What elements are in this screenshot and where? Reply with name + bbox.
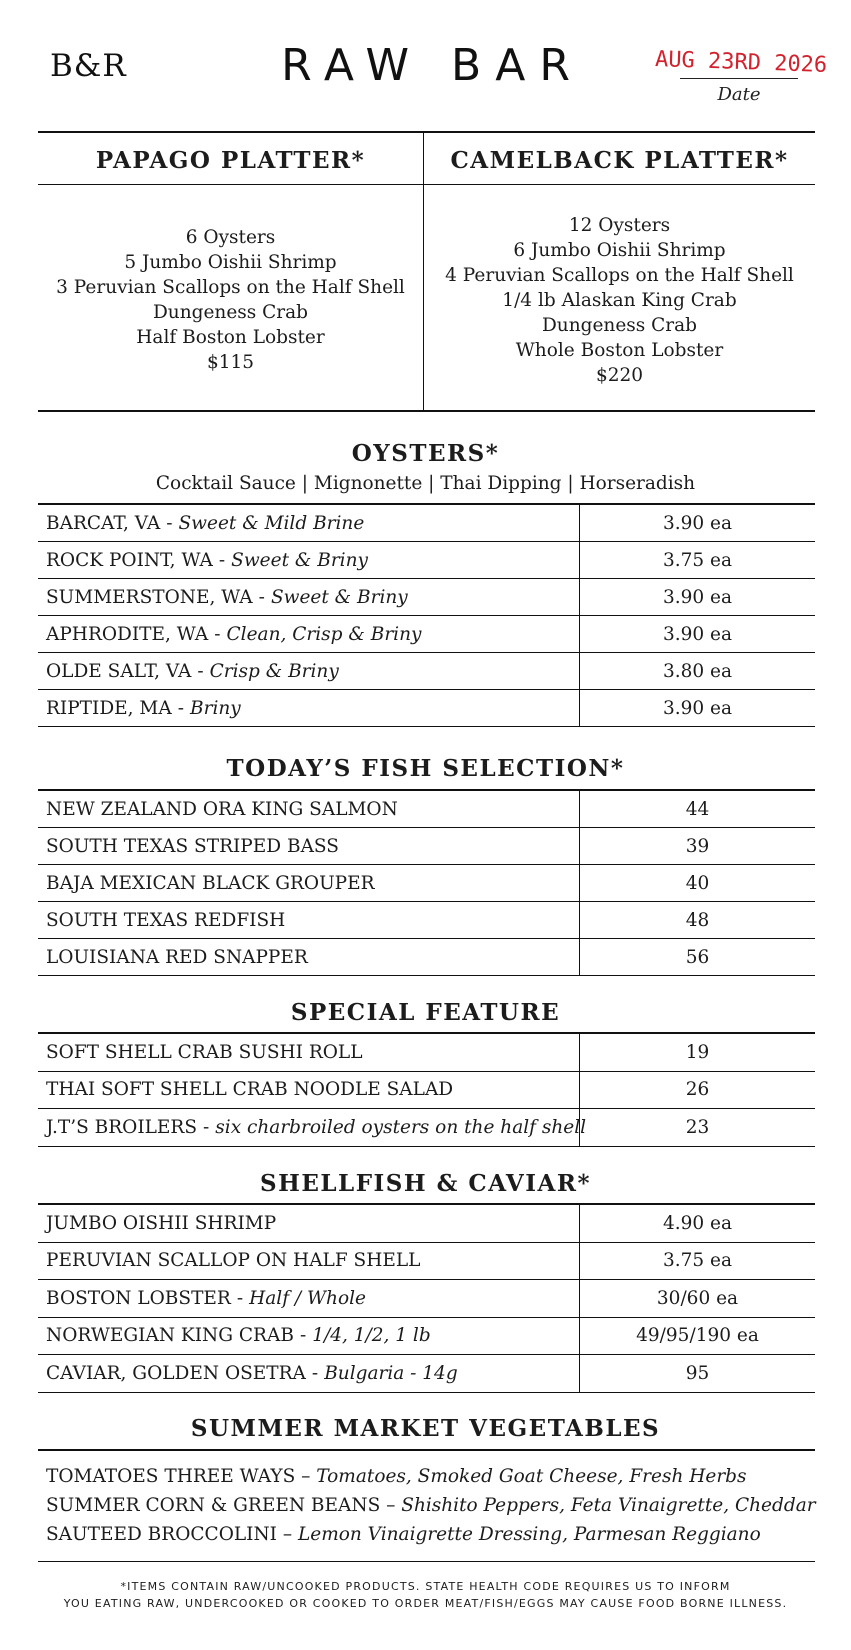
platter-item: Dungeness Crab <box>541 315 698 336</box>
platter-item: Dungeness Crab <box>152 302 309 323</box>
item-name-cell <box>38 865 580 901</box>
platter-price: $115 <box>206 352 255 373</box>
item-separator: - <box>258 586 265 608</box>
item-price: 40 <box>685 872 710 894</box>
shellfish-table <box>38 1203 815 1393</box>
item-name-cell <box>38 653 580 689</box>
special-heading: SPECIAL FEATURE <box>290 999 561 1026</box>
item-price: 26 <box>685 1079 710 1101</box>
platter-item: 6 Oysters <box>185 227 276 248</box>
item-name-cell <box>38 828 580 864</box>
item-price: 4.90 ea <box>662 1212 733 1234</box>
platter-item: 1/4 lb Alaskan King Crab <box>502 290 737 311</box>
table-row <box>38 1034 815 1072</box>
item-name: JUMBO OISHII SHRIMP <box>46 1212 277 1234</box>
table-row <box>38 902 815 939</box>
item-description: six charbroiled oysters on the half shell <box>215 1116 587 1138</box>
item-name: RIPTIDE, MA <box>46 697 172 719</box>
item-name: SOFT SHELL CRAB SUSHI ROLL <box>46 1041 363 1063</box>
date-line <box>680 78 798 79</box>
table-row <box>38 828 815 865</box>
item-price: 44 <box>685 798 710 820</box>
item-name: THAI SOFT SHELL CRAB NOODLE SALAD <box>46 1079 454 1101</box>
item-name: SUMMERSTONE, WA <box>46 586 253 608</box>
vegetable-item: SUMMER CORN & GREEN BEANS – Shishito Peppers, Feta Vinaigrette, Cheddar <box>46 1495 816 1516</box>
table-row <box>38 1280 815 1318</box>
date-label: Date <box>717 84 761 105</box>
item-name: NORWEGIAN KING CRAB <box>46 1325 294 1347</box>
footnote-line: *ITEMS CONTAIN RAW/UNCOOKED PRODUCTS. STATE HEALTH CODE REQUIRES US TO INFORM <box>120 1580 731 1593</box>
item-name-cell <box>38 1355 580 1392</box>
platters-box <box>38 131 815 412</box>
platter-camelback <box>424 133 815 410</box>
item-price: 3.90 ea <box>662 512 733 534</box>
item-name-cell <box>38 690 580 726</box>
item-name: PERUVIAN SCALLOP ON HALF SHELL <box>46 1250 421 1272</box>
item-name-cell <box>38 1205 580 1242</box>
item-name: BAJA MEXICAN BLACK GROUPER <box>46 872 375 894</box>
item-name-cell <box>38 1243 580 1280</box>
item-separator: - <box>311 1362 319 1384</box>
item-name: J.T’S BROILERS <box>46 1116 198 1138</box>
table-row <box>38 690 815 727</box>
item-description: Clean, Crisp & Briny <box>226 623 422 645</box>
item-name: OLDE SALT, VA <box>46 660 192 682</box>
date-stamp: AUG 23RD 2026 <box>654 47 828 78</box>
table-row <box>38 579 815 616</box>
item-description: Crisp & Briny <box>209 660 339 682</box>
platter-price: $220 <box>595 365 644 386</box>
item-name: ROCK POINT, WA <box>46 549 213 571</box>
item-price: 95 <box>685 1362 710 1384</box>
item-description: Sweet & Briny <box>270 586 408 608</box>
item-price: 3.75 ea <box>662 1250 733 1272</box>
item-description: Briny <box>190 697 241 719</box>
fish-heading: TODAY’S FISH SELECTION* <box>226 755 625 782</box>
table-row <box>38 616 815 653</box>
item-name-cell <box>38 579 580 615</box>
item-name-cell <box>38 1072 580 1109</box>
vegetables-rule <box>38 1449 815 1451</box>
footnote <box>0 1578 851 1612</box>
platter-name: CAMELBACK PLATTER* <box>450 147 789 174</box>
item-separator: - <box>197 660 204 682</box>
item-price: 39 <box>685 835 710 857</box>
item-name-cell <box>38 1318 580 1355</box>
platter-items <box>38 225 423 375</box>
table-row <box>38 865 815 902</box>
platter-papago <box>38 133 423 410</box>
item-price: 3.90 ea <box>662 623 733 645</box>
table-row <box>38 939 815 976</box>
item-name: SOUTH TEXAS REDFISH <box>46 909 286 931</box>
item-price: 56 <box>685 946 710 968</box>
item-description: Sweet & Mild Brine <box>178 512 365 534</box>
item-separator: - <box>166 512 173 534</box>
item-price: 30/60 ea <box>656 1287 739 1309</box>
table-row <box>38 505 815 542</box>
item-price: 48 <box>685 909 710 931</box>
item-separator: - <box>299 1325 307 1347</box>
table-row <box>38 1355 815 1393</box>
item-separator: - <box>236 1287 244 1309</box>
item-name: BOSTON LOBSTER <box>46 1287 231 1309</box>
logo: B&R <box>50 48 127 84</box>
platter-item: 12 Oysters <box>568 215 671 236</box>
vegetables-heading: SUMMER MARKET VEGETABLES <box>190 1415 661 1442</box>
item-name: CAVIAR, GOLDEN OSETRA <box>46 1362 306 1384</box>
shellfish-heading: SHELLFISH & CAVIAR* <box>260 1170 591 1197</box>
item-name-cell <box>38 542 580 578</box>
item-name: LOUISIANA RED SNAPPER <box>46 946 308 968</box>
item-name-cell <box>38 791 580 827</box>
platter-item: Half Boston Lobster <box>136 327 325 348</box>
table-row <box>38 1072 815 1110</box>
platter-item: 3 Peruvian Scallops on the Half Shell <box>56 277 405 298</box>
oysters-heading: OYSTERS* <box>351 440 500 467</box>
fish-table <box>38 789 815 976</box>
footer-rule <box>38 1561 815 1562</box>
item-name: APHRODITE, WA <box>46 623 209 645</box>
platter-items <box>424 213 815 388</box>
vegetables-list <box>46 1462 816 1549</box>
footnote-line: YOU EATING RAW, UNDERCOOKED OR COOKED TO ORDER MEAT/FISH/EGGS MAY CAUSE FOOD BORNE ILLNESS. <box>63 1597 788 1610</box>
item-price: 3.90 ea <box>662 586 733 608</box>
oysters-sauces: Cocktail Sauce | Mignonette | Thai Dipping | Horseradish <box>155 473 696 494</box>
platter-item: 4 Peruvian Scallops on the Half Shell <box>445 265 794 286</box>
table-row <box>38 1109 815 1147</box>
item-name-cell <box>38 1109 587 1146</box>
item-name-cell <box>38 902 580 938</box>
special-table <box>38 1032 815 1147</box>
item-separator: - <box>218 549 226 571</box>
item-separator: - <box>203 1116 210 1138</box>
page-title: RAW BAR <box>281 40 584 91</box>
platter-item: 5 Jumbo Oishii Shrimp <box>124 252 337 273</box>
table-row <box>38 542 815 579</box>
item-name-cell <box>38 939 580 975</box>
item-name-cell <box>38 616 580 652</box>
item-description: Bulgaria - 14g <box>324 1362 458 1384</box>
item-name: BARCAT, VA <box>46 512 161 534</box>
item-price: 3.80 ea <box>662 660 733 682</box>
item-name-cell <box>38 1280 580 1317</box>
item-description: Sweet & Briny <box>231 549 368 571</box>
item-separator: - <box>177 697 184 719</box>
platter-item: 6 Jumbo Oishii Shrimp <box>513 240 726 261</box>
item-price: 19 <box>685 1041 710 1063</box>
item-price: 3.75 ea <box>662 549 733 571</box>
platter-name: PAPAGO PLATTER* <box>95 147 366 174</box>
oysters-table <box>38 503 815 727</box>
table-row <box>38 791 815 828</box>
item-name: NEW ZEALAND ORA KING SALMON <box>46 798 398 820</box>
vegetable-item: TOMATOES THREE WAYS – Tomatoes, Smoked Goat Cheese, Fresh Herbs <box>46 1466 747 1487</box>
item-separator: - <box>214 623 221 645</box>
item-name-cell <box>38 1034 580 1071</box>
item-price: 3.90 ea <box>662 697 733 719</box>
table-row <box>38 1318 815 1356</box>
platter-item: Whole Boston Lobster <box>515 340 724 361</box>
vegetable-item: SAUTEED BROCCOLINI – Lemon Vinaigrette Dressing, Parmesan Reggiano <box>46 1524 761 1545</box>
table-row <box>38 1243 815 1281</box>
item-name: SOUTH TEXAS STRIPED BASS <box>46 835 339 857</box>
item-name-cell <box>38 505 580 541</box>
item-price: 23 <box>685 1116 710 1138</box>
item-description: 1/4, 1/2, 1 lb <box>312 1325 431 1347</box>
item-description: Half / Whole <box>249 1287 366 1309</box>
item-price: 49/95/190 ea <box>636 1325 759 1347</box>
table-row <box>38 1205 815 1243</box>
table-row <box>38 653 815 690</box>
